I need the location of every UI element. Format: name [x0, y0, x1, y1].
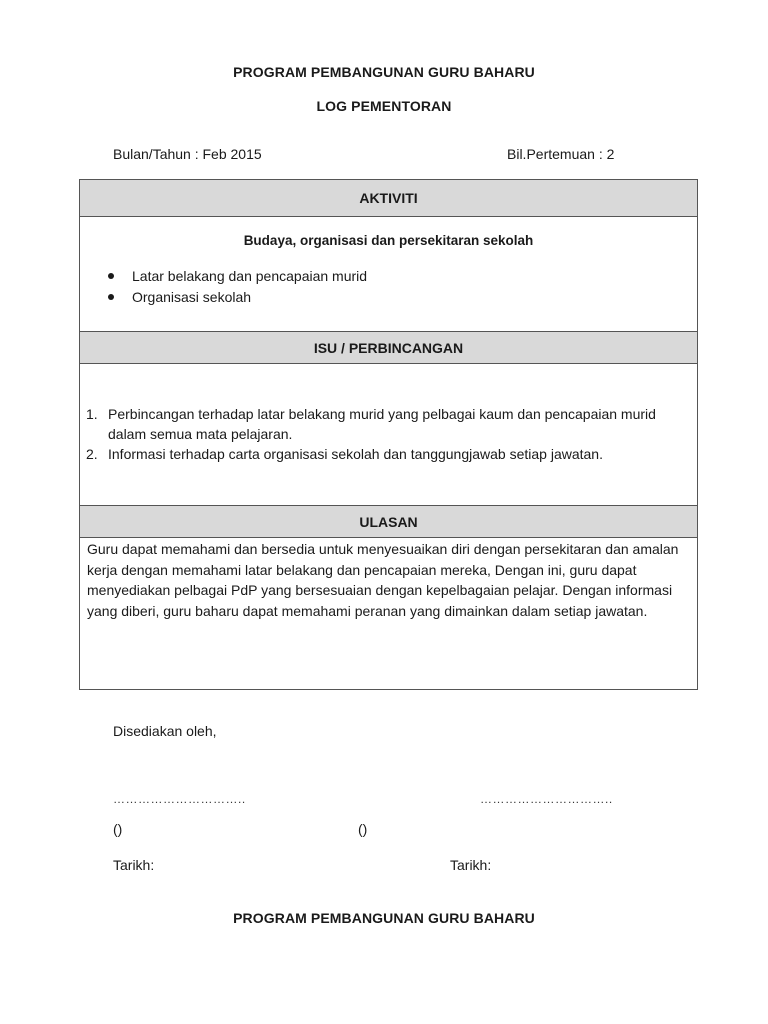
list-item: 2. Informasi terhadap carta organisasi sekolah dan tanggungjawab setiap jawatan. [86, 446, 603, 462]
meeting-number-field: Bil.Pertemuan : 2 [507, 146, 615, 162]
signature-line-left: ………………………….. [113, 792, 246, 806]
activity-list [80, 266, 697, 308]
list-item: 1. Perbincangan terhadap latar belakang murid yang pelbagai kaum dan pencapaian murid dalam semua mata pelajaran. [86, 406, 656, 442]
list-item: Latar belakang dan pencapaian murid [132, 266, 697, 287]
name-parentheses-right: () [358, 821, 368, 837]
list-item: Organisasi sekolah [132, 287, 697, 308]
activity-section [80, 217, 697, 332]
log-title: LOG PEMENTORAN [316, 98, 452, 114]
name-parentheses-left: () [113, 821, 123, 837]
month-year-field: Bulan/Tahun : Feb 2015 [113, 146, 262, 162]
prepared-by-label: Disediakan oleh, [113, 723, 217, 739]
activity-title: Budaya, organisasi dan persekitaran sekolah [243, 233, 534, 248]
date-label-left: Tarikh: [113, 857, 155, 873]
issues-section [80, 364, 697, 506]
issues-list [86, 404, 676, 464]
signature-line-right: ………………………….. [480, 792, 613, 806]
review-header: ULASAN [80, 506, 697, 538]
mentoring-log-table [79, 179, 698, 690]
date-label-right: Tarikh: [450, 857, 492, 873]
review-text: Guru dapat memahami dan bersedia untuk menyesuaikan diri dengan persekitaran dan amalan kerja dengan memahami latar belakang dan pencapaian mereka, Dengan ini, guru dapat menyediakan pelbagai PdP yang bersesuaian dengan kepelbagaian pelajar. Dengan informasi yang diberi, guru baharu dapat memahami peranan yang dimainkan dalam setiap jawatan. [87, 541, 679, 619]
program-title: PROGRAM PEMBANGUNAN GURU BAHARU [233, 64, 535, 80]
footer-program-title: PROGRAM PEMBANGUNAN GURU BAHARU [233, 910, 535, 926]
issues-header: ISU / PERBINCANGAN [80, 332, 697, 364]
activity-header: AKTIVITI [80, 180, 697, 217]
bullet-icon [108, 273, 114, 279]
review-section [80, 538, 697, 689]
bullet-icon [108, 294, 114, 300]
